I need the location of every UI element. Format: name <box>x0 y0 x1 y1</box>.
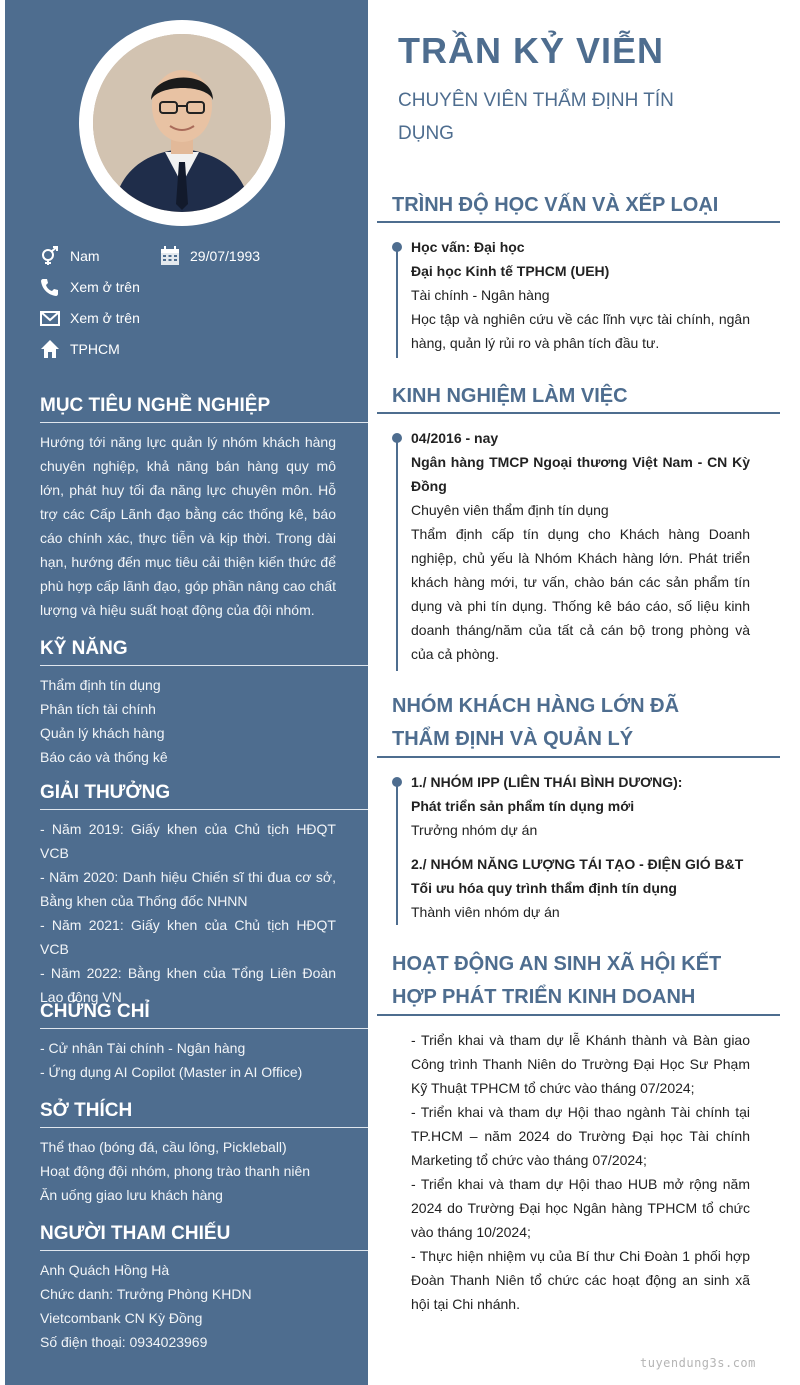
portrait-image <box>93 34 271 212</box>
home-icon <box>40 339 60 359</box>
activity-item: - Triển khai và tham dự lễ Khánh thành và Bàn giao Công trình Thanh Niên do Trường Đại Học Sư Phạm Kỹ Thuật TPHCM tổ chức vào tháng 07/2024; <box>411 1032 750 1096</box>
references-heading: NGƯỜI THAM CHIẾU <box>40 1223 231 1244</box>
hobbies-divider <box>40 1127 368 1128</box>
skill-item: Phân tích tài chính <box>40 701 156 717</box>
experience-period: 04/2016 - nay <box>411 430 499 446</box>
hobbies-heading: SỞ THÍCH <box>40 1100 133 1121</box>
gender-icon <box>40 246 60 266</box>
experience-role: Chuyên viên thẩm định tín dụng <box>411 502 609 518</box>
objective-text: Hướng tới năng lực quản lý nhóm khách hàng chuyên nghiệp, khả năng bán hàng quy mô lớn, phát huy tối đa năng lực chuyên môn. Hỗ trợ các Cấp Lãnh đạo bằng các thống kê, báo cáo chính xác, thực tiễn và kịp thời. Trong dài hạn, hướng đến mục tiêu cải thiện kiến thức để phù hợp cấp lãnh đạo, góp phần nâng cao chất lượng và hiệu suất hoạt động của đội nhóm. <box>40 434 336 618</box>
skill-item: Thẩm định tín dụng <box>40 677 161 693</box>
phone-row <box>40 277 140 297</box>
experience-company: Ngân hàng TMCP Ngoại thương Việt Nam - CN Kỳ Đồng <box>411 454 750 494</box>
skill-item: Báo cáo và thống kê <box>40 749 168 765</box>
birthdate-value: 29/07/1993 <box>190 248 261 264</box>
calendar-icon <box>160 246 180 266</box>
education-divider <box>377 221 780 223</box>
award-item: - Năm 2021: Giấy khen của Chủ tịch HĐQT VCB <box>40 917 336 957</box>
activity-item: - Triển khai và tham dự Hội thao HUB mở rộng năm 2024 do Trường Đại học Ngân hàng TPHCM tổ chức vào tháng 10/2024; <box>411 1176 750 1240</box>
award-item: - Năm 2020: Danh hiệu Chiến sĩ thi đua cơ sở, Bằng khen của Thống đốc NHNN <box>40 869 336 909</box>
email-value: Xem ở trên <box>70 310 140 326</box>
reference-position: Chức danh: Trưởng Phòng KHDN Vietcombank CN Kỳ Đồng <box>40 1286 252 1326</box>
skills-list <box>40 673 336 769</box>
skill-item: Quản lý khách hàng <box>40 725 165 741</box>
sidebar <box>5 0 368 1385</box>
experience-heading: KINH NGHIỆM LÀM VIỆC <box>392 385 628 407</box>
references-block <box>40 1258 336 1354</box>
experience-description: Thẩm định cấp tín dụng cho Khách hàng Doanh nghiệp, chủ yếu là Nhóm Khách hàng lớn. Phát triển khách hàng mới, tư vấn, chào bán các sản phẩm tín dụng và phi tín dụng. Thống kê báo cáo, số liệu kinh doanh tháng/năm của tất cả cán bộ trong phòng và của cả phòng. <box>411 526 750 662</box>
client-entry <box>411 852 750 924</box>
award-item: - Năm 2019: Giấy khen của Chủ tịch HĐQT VCB <box>40 821 336 861</box>
education-heading: TRÌNH ĐỘ HỌC VẤN VÀ XẾP LOẠI <box>392 194 719 216</box>
timeline-line <box>396 441 398 671</box>
client-role: Trưởng nhóm dự án <box>411 822 538 838</box>
hobby-item: Hoạt động đội nhóm, phong trào thanh niên <box>40 1163 311 1179</box>
phone-value: Xem ở trên <box>70 279 140 295</box>
certificates-list <box>40 1036 336 1084</box>
hobby-item: Thể thao (bóng đá, cầu lông, Pickleball) <box>40 1139 287 1155</box>
certificate-item: - Ứng dụng AI Copilot (Master in AI Office) <box>40 1064 303 1080</box>
activity-item: - Thực hiện nhiệm vụ của Bí thư Chi Đoàn 1 phối hợp Đoàn Thanh Niên tổ chức các hoạt động an sinh xã hội tại Chi nhánh. <box>411 1248 750 1312</box>
education-level: Học vấn: Đại học <box>411 239 525 255</box>
timeline-line <box>396 250 398 358</box>
hobbies-list <box>40 1135 336 1207</box>
activities-divider <box>377 1014 780 1016</box>
client-group: 2./ NHÓM NĂNG LƯỢNG TÁI TẠO - ĐIỆN GIÓ B&T <box>411 856 744 872</box>
certificate-item: - Cử nhân Tài chính - Ngân hàng <box>40 1040 246 1056</box>
timeline-line <box>396 785 398 925</box>
address-value: TPHCM <box>70 341 120 357</box>
watermark: tuyendung3s.com <box>640 1356 756 1370</box>
certificates-heading: CHỨNG CHỈ <box>40 1001 150 1022</box>
candidate-job-title: CHUYÊN VIÊN THẨM ĐỊNH TÍN DỤNG <box>398 90 674 144</box>
client-role: Thành viên nhóm dự án <box>411 904 560 920</box>
gender-row <box>40 246 100 266</box>
address-row <box>40 339 120 359</box>
awards-divider <box>40 809 368 810</box>
activities-heading: HOẠT ĐỘNG AN SINH XÃ HỘI KẾT HỢP PHÁT TRIỂN KINH DOANH <box>392 953 722 1008</box>
experience-divider <box>377 412 780 414</box>
birthdate-row <box>160 246 260 266</box>
reference-name: Anh Quách Hồng Hà <box>40 1262 170 1278</box>
reference-phone: Số điện thoại: 0934023969 <box>40 1334 208 1350</box>
references-divider <box>40 1250 368 1251</box>
objective-heading: MỤC TIÊU NGHỀ NGHIỆP <box>40 395 271 416</box>
skills-heading: KỸ NĂNG <box>40 638 128 659</box>
activity-item: - Triển khai và tham dự Hội thao ngành Tài chính tại TP.HCM – năm 2024 do Trường Đại học Tài chính Marketing tổ chức vào tháng 07/2024; <box>411 1104 750 1168</box>
education-entry <box>411 235 750 355</box>
clients-heading: NHÓM KHÁCH HÀNG LỚN ĐÃ THẨM ĐỊNH VÀ QUẢN LÝ <box>392 695 680 750</box>
awards-list <box>40 817 336 1009</box>
gender-value: Nam <box>70 248 100 264</box>
clients-divider <box>377 756 780 758</box>
client-project: Tối ưu hóa quy trình thẩm định tín dụng <box>411 880 677 896</box>
education-school: Đại học Kinh tế TPHCM (UEH) <box>411 263 610 279</box>
education-major: Tài chính - Ngân hàng <box>411 287 550 303</box>
client-group: 1./ NHÓM IPP (LIÊN THÁI BÌNH DƯƠNG): <box>411 774 683 790</box>
skills-divider <box>40 665 368 666</box>
client-entry <box>411 770 750 842</box>
awards-heading: GIẢI THƯỞNG <box>40 782 171 803</box>
activities-list <box>411 1028 750 1316</box>
email-row <box>40 308 140 328</box>
avatar <box>93 34 271 212</box>
hobby-item: Ăn uống giao lưu khách hàng <box>40 1187 223 1203</box>
experience-entry <box>411 426 750 666</box>
objective-divider <box>40 422 368 423</box>
candidate-name: TRẦN KỶ VIỄN <box>398 30 665 71</box>
phone-icon <box>40 277 60 297</box>
email-icon <box>40 308 60 328</box>
award-item: - Năm 2022: Bằng khen của Tổng Liên Đoàn Lao động VN <box>40 965 336 1005</box>
client-project: Phát triển sản phẩm tín dụng mới <box>411 798 635 814</box>
avatar-frame <box>79 20 285 226</box>
certificates-divider <box>40 1028 368 1029</box>
education-description: Học tập và nghiên cứu về các lĩnh vực tài chính, ngân hàng, quản lý rủi ro và phân tích đầu tư. <box>411 311 750 351</box>
